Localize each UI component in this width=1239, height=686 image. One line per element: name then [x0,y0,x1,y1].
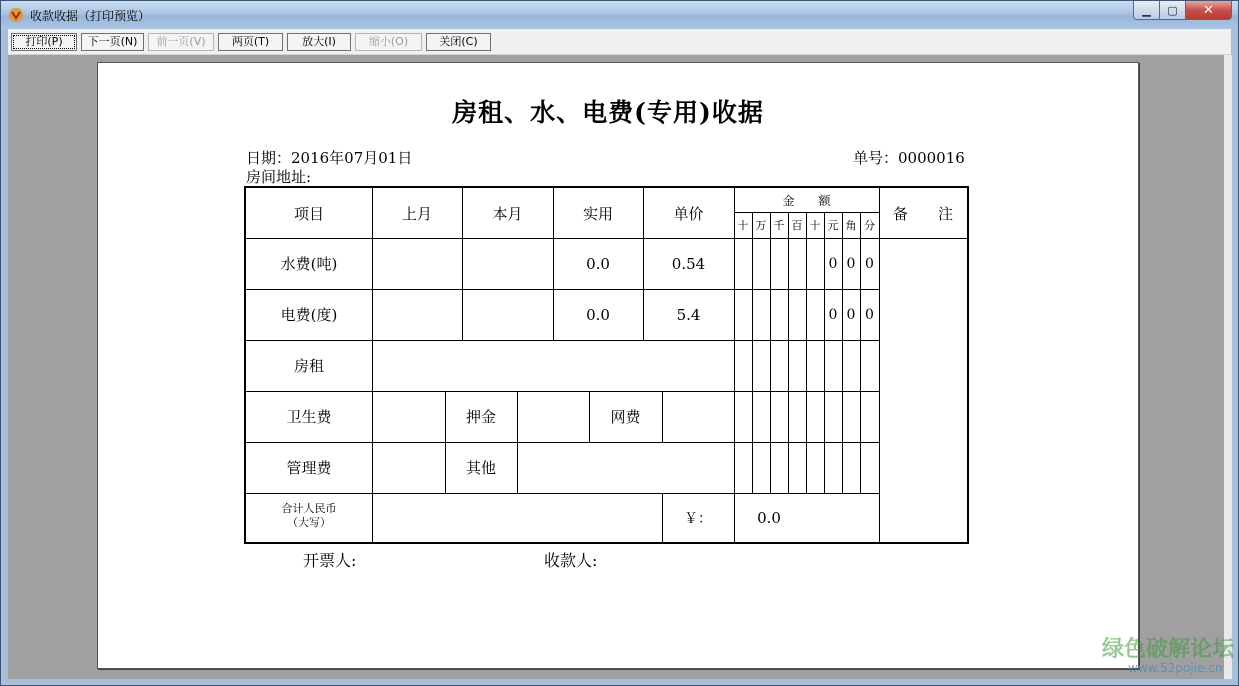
digit-header: 角 [845,219,857,232]
watermark-text: 绿色破解论坛 [1102,637,1235,662]
preview-toolbar [8,29,1231,55]
electric-actual: 0.0 [586,305,610,324]
print-button[interactable]: 打印(P) [11,33,77,51]
digit-header: 元 [827,219,839,232]
close-preview-button[interactable]: 关闭(C) [426,33,491,51]
deposit-label: 押金 [465,408,496,426]
digit-header: 千 [773,219,785,232]
header-item: 项目 [293,204,324,223]
water-label: 水费(吨) [280,255,338,273]
digit-header: 百 [791,219,803,232]
digit-header: 万 [755,219,767,232]
water-digit-fen: 0 [865,255,874,272]
drawer-label: 开票人: [303,551,357,570]
minimize-button[interactable] [1133,1,1160,20]
electric-digit-jiao: 0 [846,306,856,323]
network-label: 网费 [610,408,641,426]
electric-price: 5.4 [676,305,701,324]
digit-header: 十 [737,219,749,232]
water-digit-yuan: 0 [828,255,838,272]
water-digit-jiao: 0 [846,255,856,272]
digit-header: 十 [809,219,821,232]
other-label: 其他 [465,459,496,477]
receipt-title: 房租、水、电费(专用)收据 [452,98,764,127]
date-label: 日期：2016年07月01日 [246,149,413,167]
water-price: 0.54 [671,254,706,273]
header-actual: 实用 [582,204,613,223]
window-title: 收款收据（打印预览） [30,9,151,23]
receipt-table [244,186,969,544]
window-controls [1133,1,1232,21]
close-window-button[interactable] [1186,1,1232,20]
water-actual: 0.0 [586,254,610,273]
close-icon: ✕ [1203,2,1214,18]
address-label: 房间地址: [246,168,312,186]
electric-digit-fen: 0 [865,306,874,323]
management-label: 管理费 [286,459,332,477]
title-bar[interactable] [1,1,1238,29]
electric-label: 电费(度) [280,306,338,324]
payee-label: 收款人: [544,551,598,570]
zoom-in-button[interactable]: 放大(I) [287,33,351,51]
maximize-button[interactable] [1160,1,1186,20]
receipt-page [97,62,1139,669]
app-icon [8,7,24,23]
header-this-month: 本月 [492,204,523,223]
zoom-out-button[interactable]: 缩小(O) [355,33,422,51]
sanitation-label: 卫生费 [286,408,332,426]
prev-page-button[interactable]: 前一页(V) [148,33,214,51]
digit-header: 分 [864,219,875,232]
total-value: 0.0 [757,508,781,527]
total-label-line1: 合计人民币 [281,502,337,515]
header-last-month: 上月 [401,204,432,223]
two-pages-button[interactable]: 两页(T) [218,33,283,51]
receipt-number: 单号：0000016 [853,149,965,167]
vertical-scrollbar[interactable] [1224,55,1232,679]
header-remark: 备 注 [892,204,953,223]
maximize-icon: ▢ [1167,3,1178,17]
header-unit-price: 单价 [673,204,704,223]
rent-label: 房租 [293,357,324,375]
minimize-icon: ▁ [1142,3,1151,17]
header-amount: 金 额 [782,193,831,208]
next-page-button[interactable]: 下一页(N) [81,33,144,51]
electric-digit-yuan: 0 [828,306,838,323]
total-yen-label: ￥： [684,510,712,527]
preview-area[interactable] [8,55,1231,679]
watermark-url: www.52pojie.cn [1128,661,1223,675]
total-label-line2: （大写） [287,516,331,529]
